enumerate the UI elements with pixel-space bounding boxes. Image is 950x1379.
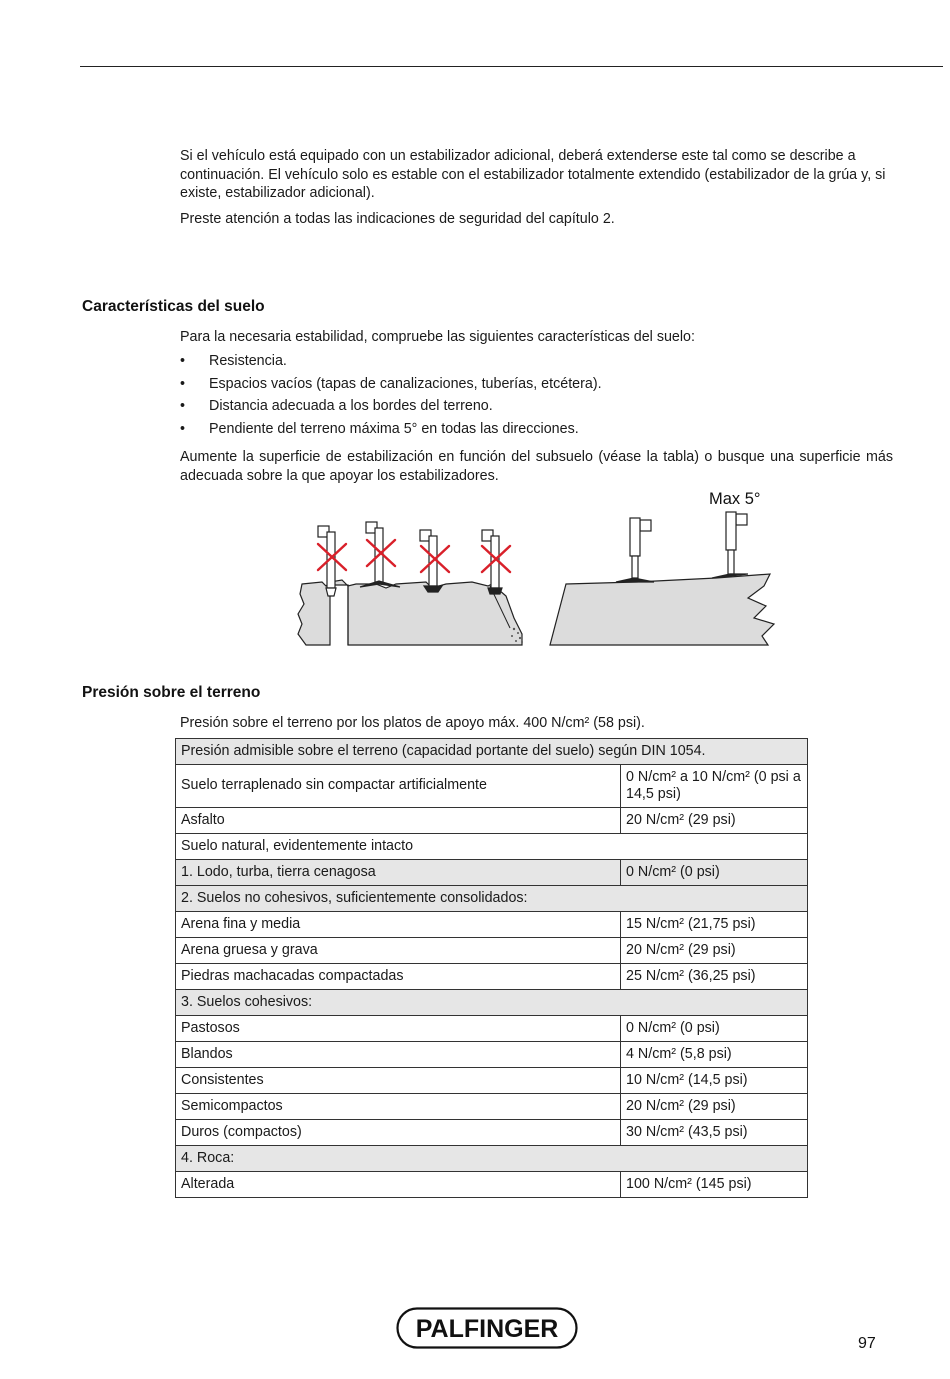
bullet-icon: • (180, 420, 186, 437)
soil-type-cell: Consistentes (176, 1068, 621, 1094)
table-row (176, 1068, 808, 1094)
table-row (176, 990, 808, 1016)
soil-type-cell: 1. Lodo, turba, tierra cenagosa (176, 860, 621, 886)
ground-pressure-table (175, 738, 808, 1198)
intro-paragraph-2: Preste atención a todas las indicaciones de seguridad del capítulo 2. (180, 211, 615, 227)
soil-type-cell: Arena fina y media (176, 912, 621, 938)
soil-type-cell: Pastosos (176, 1016, 621, 1042)
header-rule (80, 66, 943, 67)
stabilizer-leg (616, 518, 654, 582)
soil-type-cell: Suelo terraplenado sin compactar artificialmente (176, 765, 621, 808)
pressure-value-cell: 0 N/cm² (0 psi) (621, 1016, 808, 1042)
list-item: • Resistencia. (180, 353, 287, 369)
table-row (176, 1146, 808, 1172)
table-row (176, 808, 808, 834)
pressure-value-cell: 30 N/cm² (43,5 psi) (621, 1120, 808, 1146)
pressure-value-cell: 25 N/cm² (36,25 psi) (621, 964, 808, 990)
list-item: • Espacios vacíos (tapas de canalizaciones, tuberías, etcétera). (180, 375, 602, 392)
soil-type-cell: Blandos (176, 1042, 621, 1068)
table-row (176, 834, 808, 860)
pressure-value-cell: 4 N/cm² (5,8 psi) (621, 1042, 808, 1068)
pressure-value-cell: 20 N/cm² (29 psi) (621, 808, 808, 834)
soil-type-cell: Asfalto (176, 808, 621, 834)
list-item: • Distancia adecuada a los bordes del terreno. (180, 398, 493, 414)
stabilizer-ground-figure (296, 488, 776, 648)
list-item: • Pendiente del terreno máxima 5° en todas las direcciones. (180, 420, 579, 437)
table-header: Presión admisible sobre el terreno (capacidad portante del suelo) según DIN 1054. (176, 739, 808, 765)
table-row (176, 912, 808, 938)
pressure-value-cell: 20 N/cm² (29 psi) (621, 938, 808, 964)
soil-heading: Características del suelo (82, 298, 265, 315)
table-row (176, 886, 808, 912)
max-slope-label: Max 5° (709, 490, 761, 508)
bullet-icon: • (180, 375, 186, 392)
suitable-ground (550, 574, 774, 645)
table-row (176, 765, 808, 808)
pressure-value-cell: 0 N/cm² a 10 N/cm² (0 psi a 14,5 psi) (621, 765, 808, 808)
soil-checklist (180, 352, 893, 442)
table-row (176, 938, 808, 964)
intro-paragraph-1: Si el vehículo está equipado con un estabilizador adicional, deberá extenderse este tal como se describe a continuación. El vehículo solo es estable con el estabilizador totalmente extendido (estabilizador de la grúa y, si existe, estabilizador adicional). (180, 148, 886, 201)
soil-type-cell: Alterada (176, 1172, 621, 1198)
pressure-lead: Presión sobre el terreno por los platos de apoyo máx. 400 N/cm² (58 psi). (180, 715, 645, 731)
table-row (176, 1120, 808, 1146)
soil-type-cell: Semicompactos (176, 1094, 621, 1120)
bullet-icon: • (180, 353, 186, 369)
table-header-row (176, 739, 808, 765)
bullet-icon: • (180, 398, 186, 414)
table-row (176, 1042, 808, 1068)
soil-category-cell: Suelo natural, evidentemente intacto (176, 834, 808, 860)
table-row (176, 860, 808, 886)
soil-lead: Para la necesaria estabilidad, compruebe las siguientes características del suelo: (180, 329, 695, 345)
pressure-value-cell: 20 N/cm² (29 psi) (621, 1094, 808, 1120)
pressure-value-cell: 100 N/cm² (145 psi) (621, 1172, 808, 1198)
table-row (176, 1172, 808, 1198)
stabilizer-leg (712, 512, 748, 578)
page-number: 97 (858, 1335, 876, 1352)
soil-type-cell: Arena gruesa y grava (176, 938, 621, 964)
svg-text:PALFINGER: PALFINGER (415, 1315, 559, 1343)
soil-type-cell: Piedras machacadas compactadas (176, 964, 621, 990)
soil-category-cell: 3. Suelos cohesivos: (176, 990, 808, 1016)
soil-category-cell: 4. Roca: (176, 1146, 808, 1172)
pressure-heading: Presión sobre el terreno (82, 684, 261, 701)
pressure-value-cell: 10 N/cm² (14,5 psi) (621, 1068, 808, 1094)
table-row (176, 1016, 808, 1042)
table-row (176, 964, 808, 990)
palfinger-logo (396, 1307, 578, 1349)
soil-advice: Aumente la superficie de estabilización en función del subsuelo (véase la tabla) o busque una superficie más adecuada sobre la que apoyar los estabilizadores. (180, 449, 893, 484)
table-row (176, 1094, 808, 1120)
pressure-value-cell: 15 N/cm² (21,75 psi) (621, 912, 808, 938)
pressure-value-cell: 0 N/cm² (0 psi) (621, 860, 808, 886)
soil-category-cell: 2. Suelos no cohesivos, suficientemente consolidados: (176, 886, 808, 912)
soil-type-cell: Duros (compactos) (176, 1120, 621, 1146)
